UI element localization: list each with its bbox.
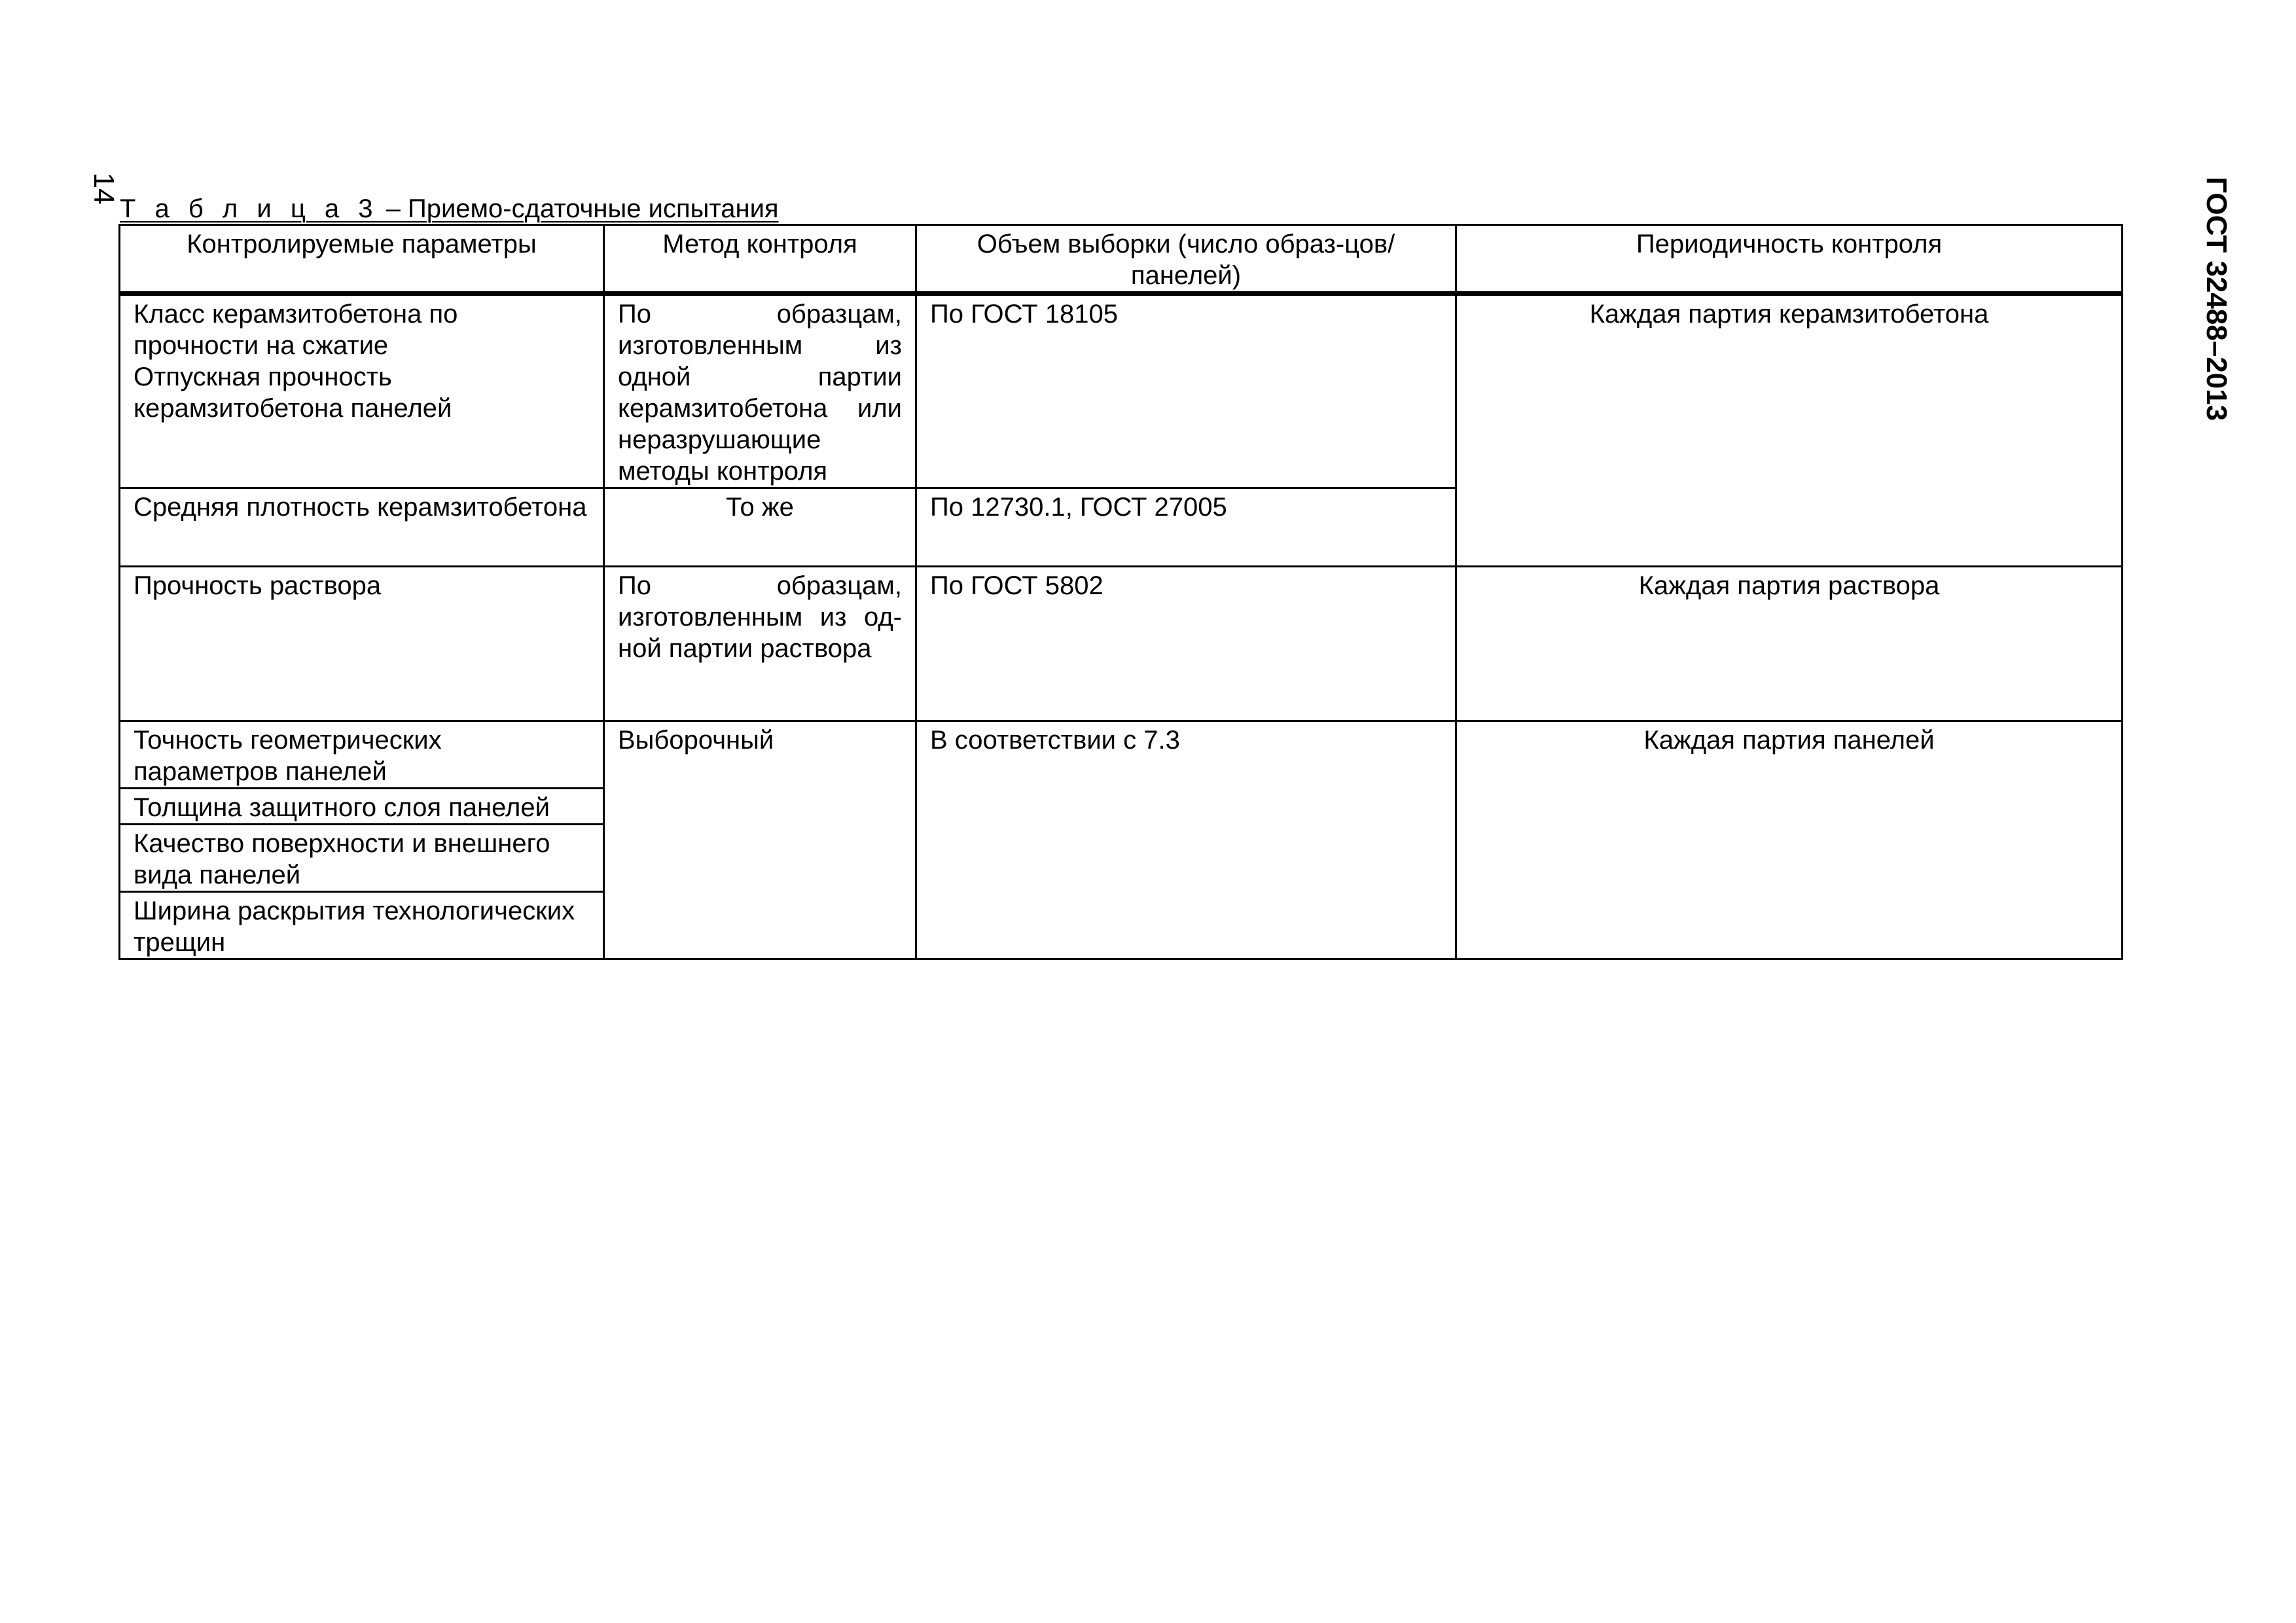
acceptance-tests-table (118, 224, 2123, 960)
param-surface-quality: Качество поверхности и внешнего вида панелей (120, 825, 604, 892)
method-cell: По образцам, изготовленным из одной партии керамзитобетона или неразрушающие методы контроля (604, 294, 916, 488)
param-release-strength: Отпускная прочность керамзитобетона панелей (134, 363, 452, 423)
document-code: ГОСТ 32488–2013 (2200, 177, 2233, 421)
table-caption-dash: – (386, 194, 401, 223)
sample-cell: По ГОСТ 18105 (916, 294, 1456, 488)
param-strength-class: Класс керамзитобетона по прочности на сжатие (134, 300, 458, 360)
table-row (120, 567, 2123, 721)
table-caption (120, 194, 779, 224)
table-caption-title: Приемо-сдаточные испытания (407, 194, 779, 223)
method-cell: По образцам, изготовленным из од-ной партии раствора (604, 567, 916, 721)
sample-cell: По ГОСТ 5802 (916, 567, 1456, 721)
header-control-periodicity: Периодичность контроля (1456, 225, 2123, 294)
sample-cell: По 12730.1, ГОСТ 27005 (916, 488, 1456, 567)
table-row (120, 721, 2123, 789)
periodicity-cell: Каждая партия керамзитобетона (1456, 294, 2123, 567)
table-header-row (120, 225, 2123, 294)
method-cell: То же (604, 488, 916, 567)
param-average-density: Средняя плотность керамзитобетона (120, 488, 604, 567)
table-caption-label: Т а б л и ц а 3 (120, 194, 379, 223)
param-mortar-strength: Прочность раствора (120, 567, 604, 721)
param-cell (120, 294, 604, 488)
param-geometric-accuracy: Точность геометрических параметров панелей (120, 721, 604, 789)
header-controlled-parameters: Контролируемые параметры (120, 225, 604, 294)
param-crack-width: Ширина раскрытия технологических трещин (120, 892, 604, 959)
method-cell: Выборочный (604, 721, 916, 959)
page-number: 14 (88, 172, 120, 205)
param-protective-layer: Толщина защитного слоя панелей (120, 789, 604, 825)
header-control-method: Метод контроля (604, 225, 916, 294)
periodicity-cell: Каждая партия раствора (1456, 567, 2123, 721)
sample-cell: В соответствии с 7.3 (916, 721, 1456, 959)
table-row (120, 294, 2123, 488)
header-sample-size: Объем выборки (число образ-цов/панелей) (916, 225, 1456, 294)
periodicity-cell: Каждая партия панелей (1456, 721, 2123, 959)
